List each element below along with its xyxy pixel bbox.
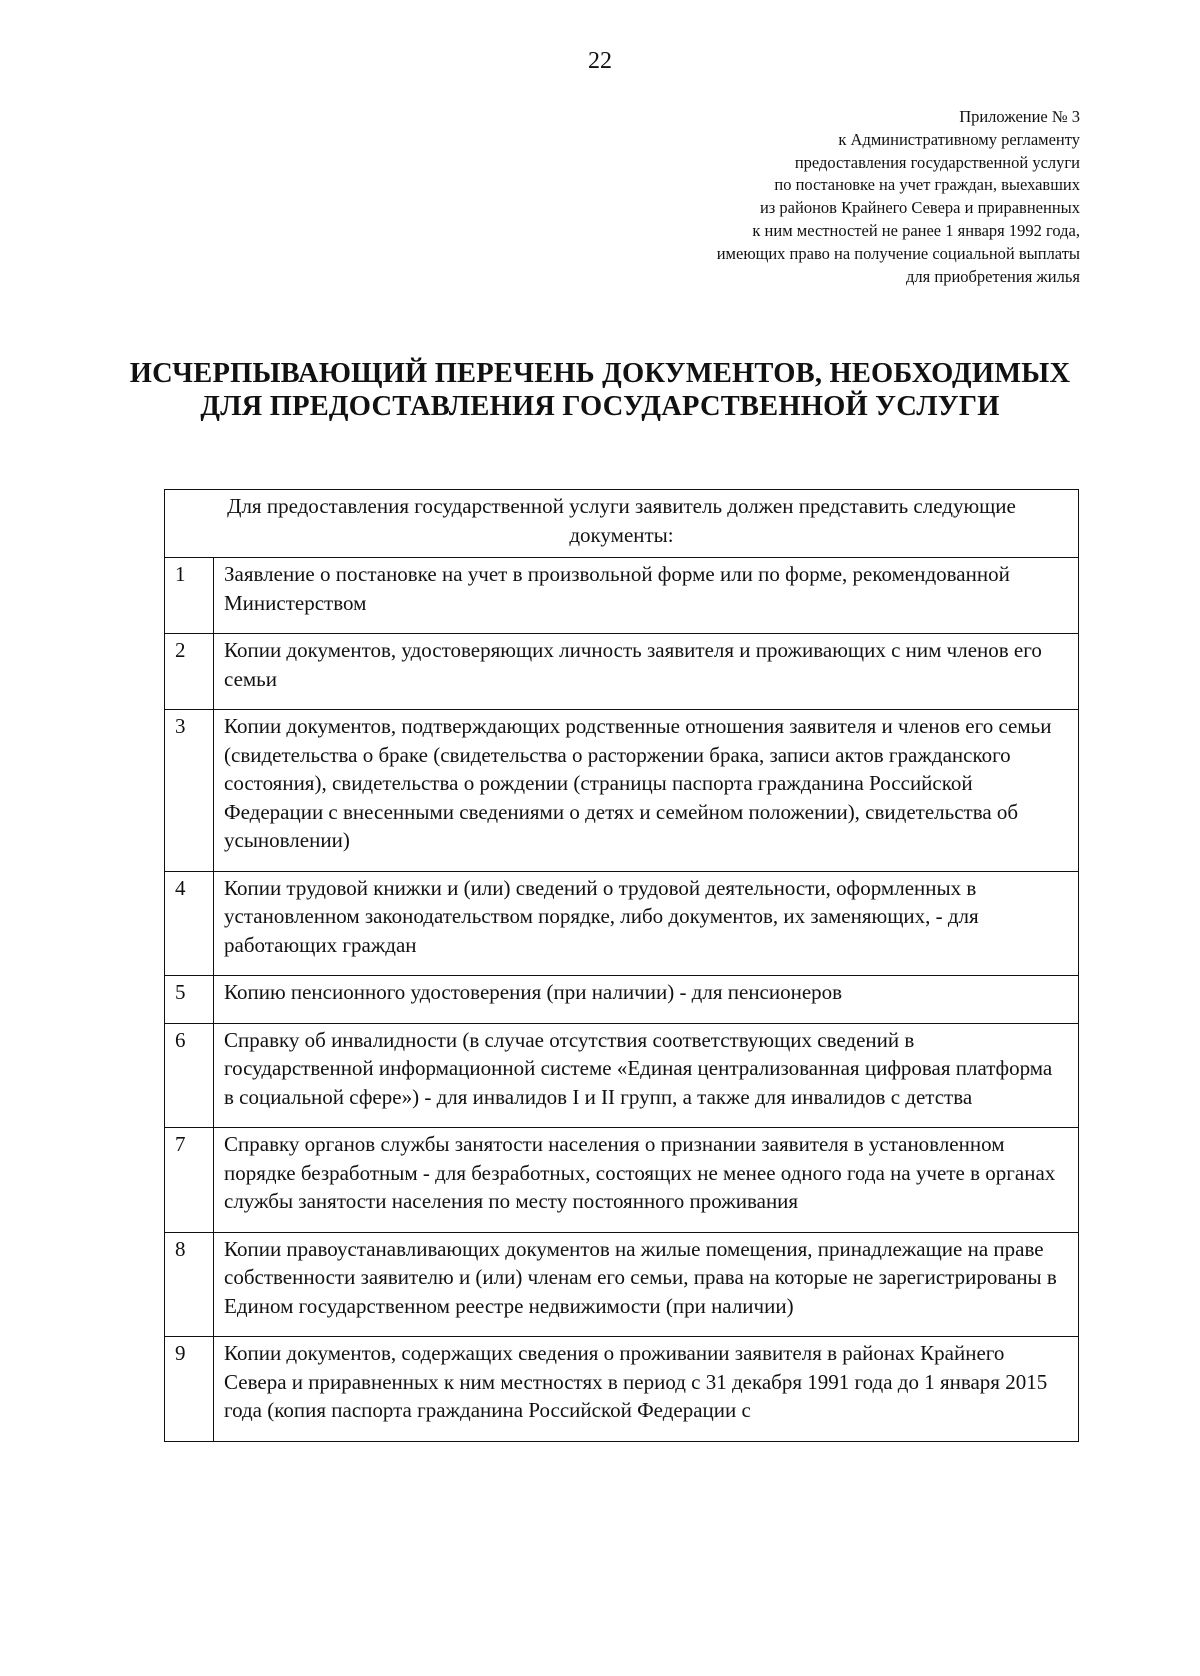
row-text: Копии документов, подтверждающих родственные отношения заявителя и членов его семьи (свидетельства о браке (свидетельства о расторжении брака, записи актов гражданского состояния), свидетельства о рождении (страницы паспорта гражданина Российской Федерации с внесенными сведениями о детях и семейном положении), свидетельства об усыновлении) bbox=[214, 710, 1079, 872]
table-row bbox=[165, 634, 1079, 710]
page-number: 22 bbox=[588, 48, 612, 74]
document-title bbox=[0, 357, 1200, 423]
table-row bbox=[165, 871, 1079, 976]
row-text: Копии документов, удостоверяющих личность заявителя и проживающих с ним членов его семьи bbox=[214, 634, 1079, 710]
appendix-line: к ним местностей не ранее 1 января 1992 года, bbox=[752, 220, 1080, 240]
row-text: Копию пенсионного удостоверения (при наличии) - для пенсионеров bbox=[214, 976, 1079, 1024]
row-text: Справку органов службы занятости населения о признании заявителя в установленном порядке безработным - для безработных, состоящих не менее одного года на учете в органах службы занятости населения по месту постоянного проживания bbox=[214, 1128, 1079, 1233]
appendix-line: Приложение № 3 bbox=[959, 107, 1080, 126]
appendix-line: из районов Крайнего Севера и приравненных bbox=[759, 198, 1080, 218]
row-number: 4 bbox=[165, 871, 214, 976]
title-line: ДЛЯ ПРЕДОСТАВЛЕНИЯ ГОСУДАРСТВЕННОЙ УСЛУГИ bbox=[200, 391, 1000, 422]
documents-table bbox=[164, 489, 1079, 1442]
table-intro-row bbox=[165, 490, 1079, 558]
row-number: 7 bbox=[165, 1128, 214, 1233]
row-text: Копии трудовой книжки и (или) сведений о трудовой деятельности, оформленных в установленном законодательством порядке, либо документов, их заменяющих, - для работающих граждан bbox=[214, 871, 1079, 976]
table-row bbox=[165, 1232, 1079, 1337]
table-row bbox=[165, 1337, 1079, 1442]
table-row bbox=[165, 1128, 1079, 1233]
appendix-line: к Административному регламенту bbox=[838, 129, 1080, 149]
row-text: Справку об инвалидности (в случае отсутствия соответствующих сведений в государственной информационной системе «Единая централизованная цифровая платформа в социальной сфере») - для инвалидов I и II групп, а также для инвалидов с детства bbox=[214, 1023, 1079, 1128]
row-number: 6 bbox=[165, 1023, 214, 1128]
appendix-line: для приобретения жилья bbox=[906, 266, 1080, 286]
table-row bbox=[165, 558, 1079, 634]
row-number: 2 bbox=[165, 634, 214, 710]
table-row bbox=[165, 710, 1079, 872]
row-number: 8 bbox=[165, 1232, 214, 1337]
title-line: ИСЧЕРПЫВАЮЩИЙ ПЕРЕЧЕНЬ ДОКУМЕНТОВ, НЕОБХОДИМЫХ bbox=[129, 358, 1071, 389]
table-row bbox=[165, 1023, 1079, 1128]
row-number: 9 bbox=[165, 1337, 214, 1442]
row-text: Копии правоустанавливающих документов на жилые помещения, принадлежащие на праве собственности заявителю и (или) членам его семьи, права на которые не зарегистрированы в Едином государственном реестре недвижимости (при наличии) bbox=[214, 1232, 1079, 1337]
appendix-line: по постановке на учет граждан, выехавших bbox=[774, 175, 1080, 195]
appendix-line: имеющих право на получение социальной выплаты bbox=[716, 243, 1080, 263]
row-number: 3 bbox=[165, 710, 214, 872]
row-text: Копии документов, содержащих сведения о проживании заявителя в районах Крайнего Севера и приравненных к ним местностях в период с 31 декабря 1991 года до 1 января 2015 года (копия паспорта гражданина Российской Федерации с bbox=[214, 1337, 1079, 1442]
appendix-header bbox=[440, 106, 1080, 288]
table-row bbox=[165, 976, 1079, 1024]
table-intro: Для предоставления государственной услуги заявитель должен представить следующие документы: bbox=[165, 490, 1079, 558]
appendix-line: предоставления государственной услуги bbox=[794, 152, 1080, 172]
row-text: Заявление о постановке на учет в произвольной форме или по форме, рекомендованной Министерством bbox=[214, 558, 1079, 634]
row-number: 5 bbox=[165, 976, 214, 1024]
row-number: 1 bbox=[165, 558, 214, 634]
